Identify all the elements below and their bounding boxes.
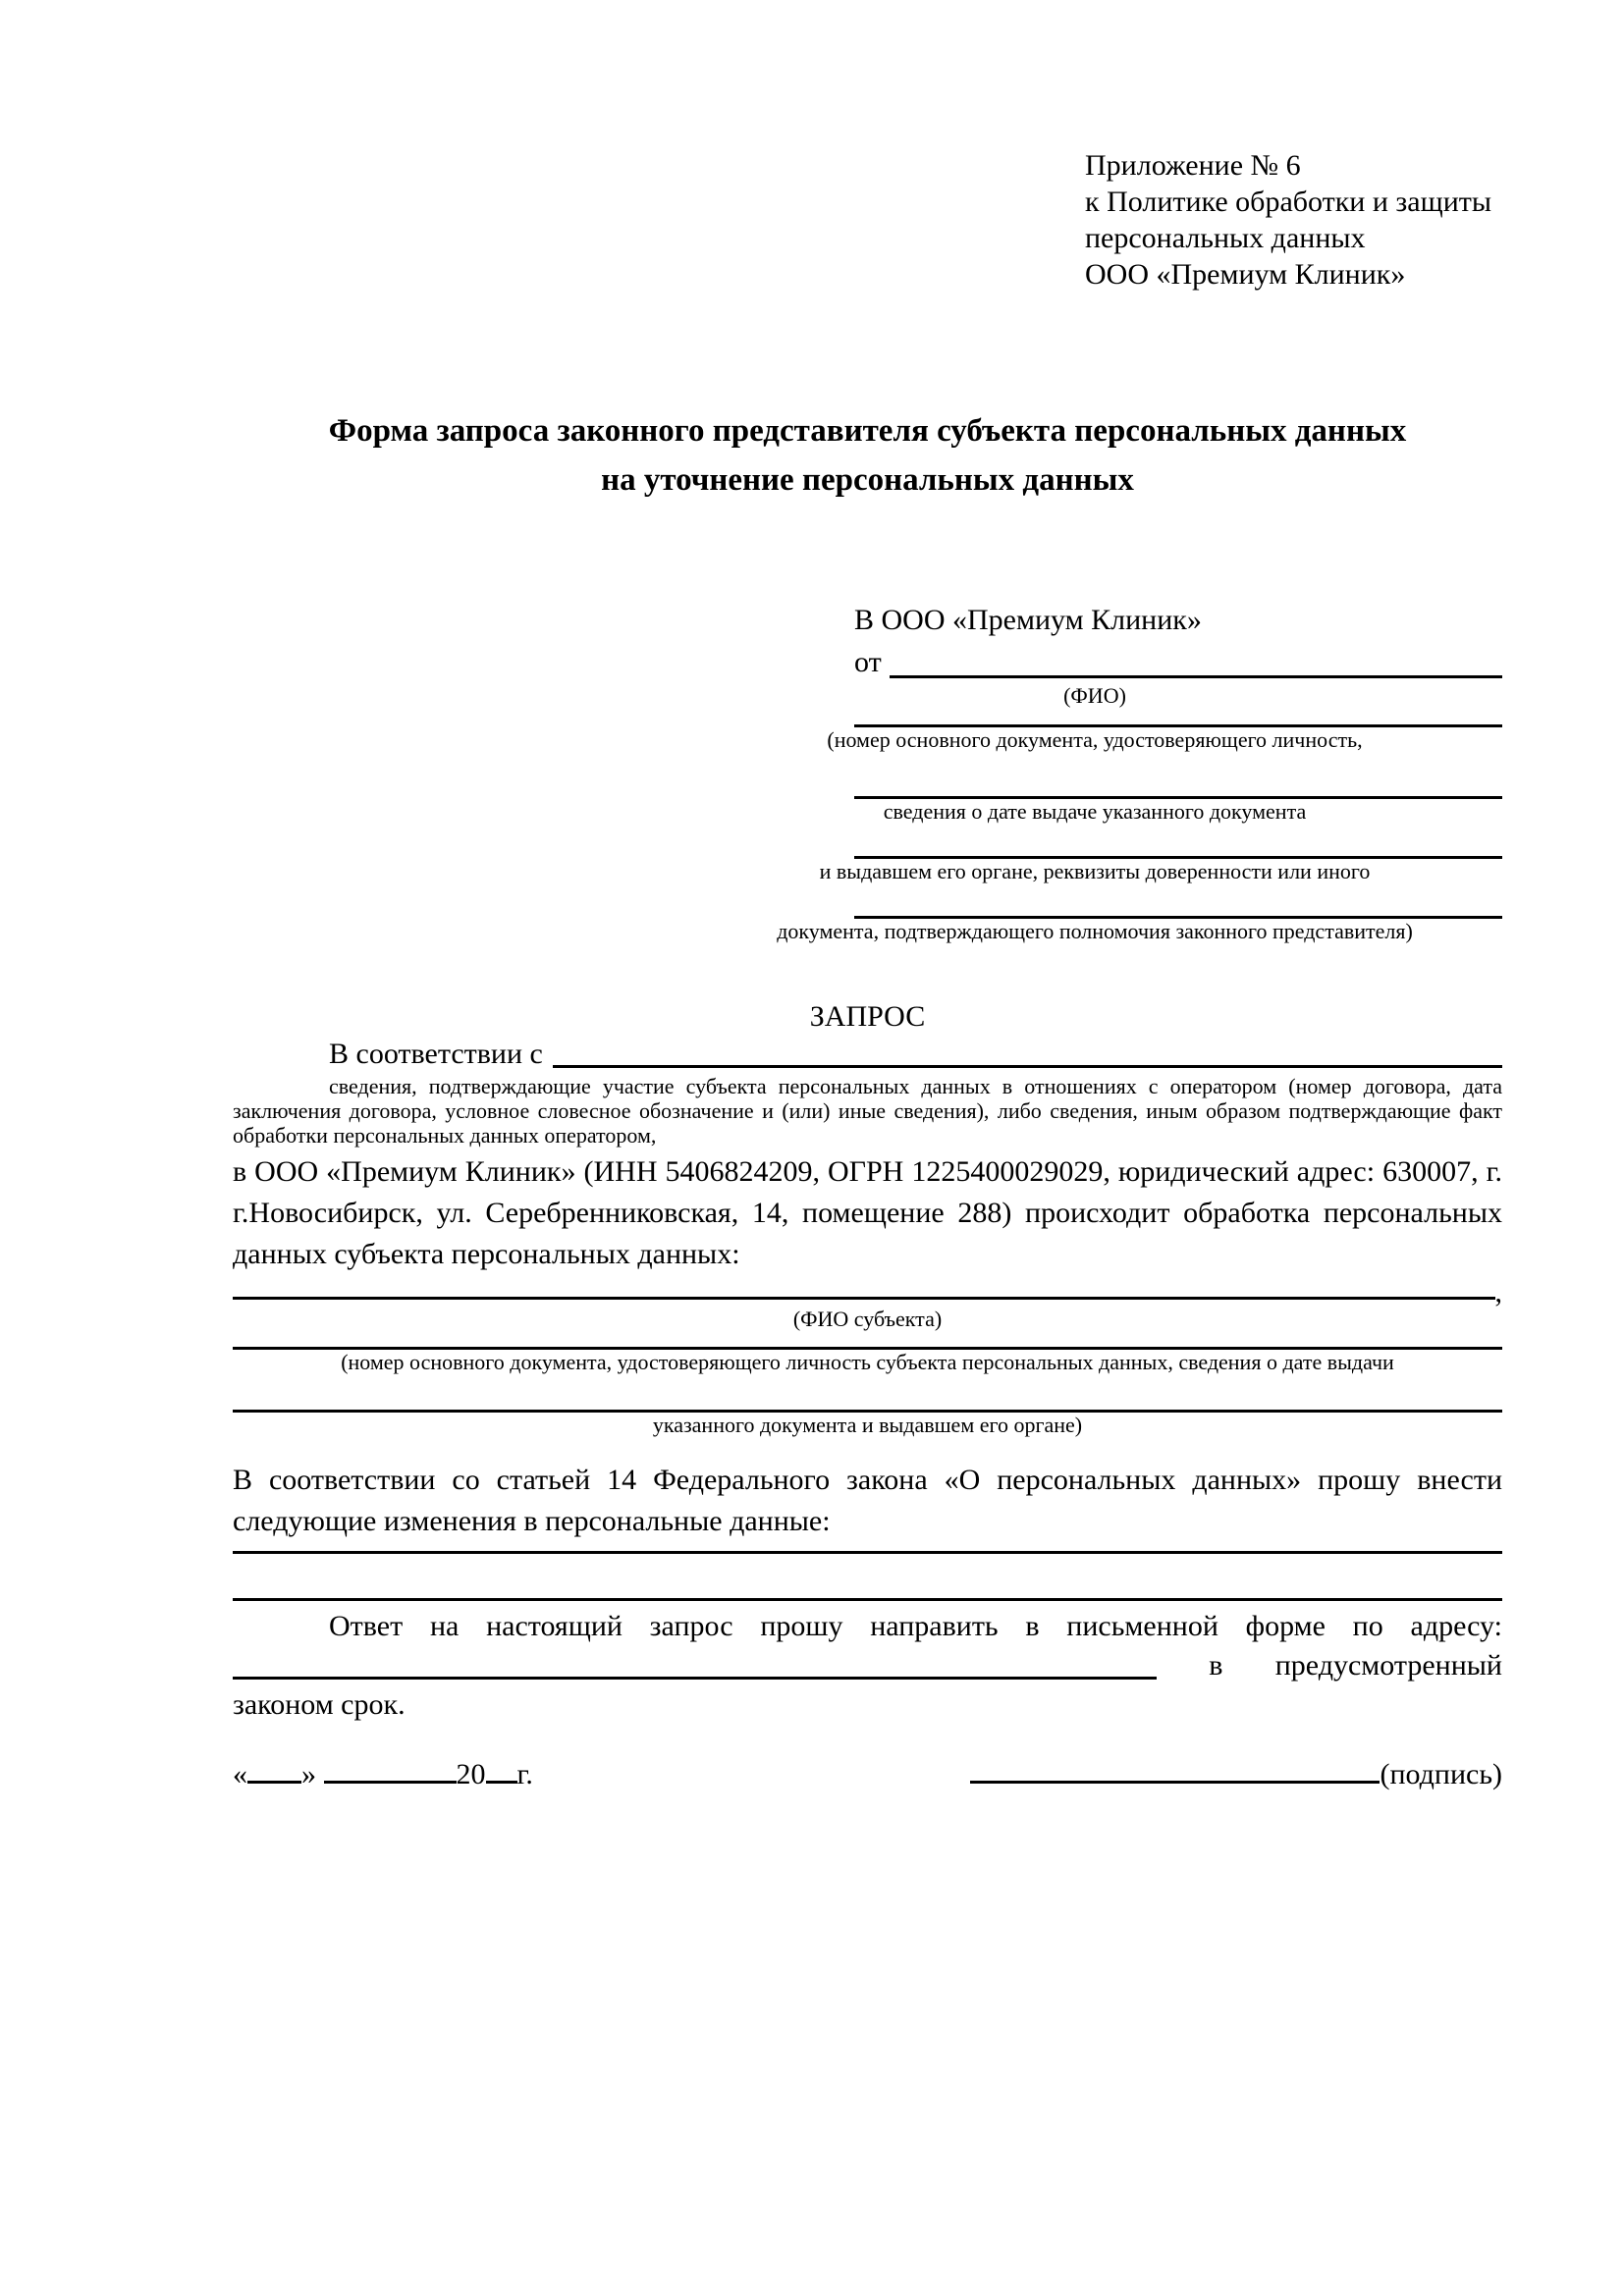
answer-word-1: в bbox=[1209, 1649, 1223, 1682]
signature-caption: (подпись) bbox=[1380, 1758, 1502, 1790]
appendix-header bbox=[1085, 147, 1502, 293]
accordance-row bbox=[233, 1035, 1502, 1074]
accordance-label: В соответствии с bbox=[329, 1038, 543, 1070]
fio-fill-line bbox=[890, 641, 1502, 678]
representative-doc-caption: (номер основного документа, удостоверяющего личность, bbox=[827, 727, 1363, 752]
changes-fill-line bbox=[233, 1587, 1502, 1601]
answer-word-2: предусмотренный bbox=[1274, 1649, 1502, 1682]
representative-doc-caption: и выдавшем его органе, реквизиты доверенности или иного bbox=[819, 859, 1371, 883]
answer-paragraph-line-1: Ответ на настоящий запрос прошу направить в письменной форме по адресу: bbox=[329, 1610, 1502, 1642]
appendix-header-line: Приложение № 6 bbox=[1085, 149, 1301, 182]
subject-fio-caption: (ФИО субъекта) bbox=[792, 1307, 943, 1331]
document-title-line-2: на уточнение персональных данных bbox=[601, 462, 1134, 498]
changes-fill-line bbox=[233, 1542, 1502, 1554]
accordance-caption: сведения, подтверждающие участие субъекта персональных данных в отношениях с оператором (номер договора, дата заключения договора, условное словесное обозначение и (или) иные сведения), либо сведения, иным образом подтверждающие факт обработки персональных данных оператором, bbox=[233, 1074, 1502, 1148]
subject-doc-caption: (номер основного документа, удостоверяющего личность субъекта персональных данных, сведения о дате выдачи bbox=[341, 1350, 1394, 1374]
year-suffix: г. bbox=[516, 1758, 533, 1790]
representative-doc-fill-line bbox=[854, 785, 1502, 799]
subject-fio-comma: , bbox=[1494, 1276, 1502, 1308]
representative-doc-caption: сведения о дате выдаче указанного документа bbox=[883, 799, 1307, 824]
subject-fio-row bbox=[233, 1275, 1502, 1310]
operator-paragraph: в ООО «Премиум Клиник» (ИНН 5406824209, ОГРН 1225400029029, юридический адрес: 630007, г. г.Новосибирск, ул. Серебренниковская, 14, помещение 288) происходит обработка персональных данных субъекта персональных данных: bbox=[233, 1155, 1502, 1270]
appendix-header-line: персональных данных bbox=[1085, 222, 1366, 254]
answer-address-fill-line bbox=[233, 1646, 1157, 1680]
date-group bbox=[233, 1754, 533, 1794]
fio-caption: (ФИО) bbox=[1063, 683, 1126, 708]
appendix-header-line: к Политике обработки и защиты bbox=[1085, 186, 1492, 218]
subject-doc-fill-line bbox=[233, 1336, 1502, 1350]
representative-doc-fill-line bbox=[854, 905, 1502, 919]
request-heading: ЗАПРОС bbox=[809, 1000, 926, 1033]
addressee-to-line: В ООО «Премиум Клиник» bbox=[854, 604, 1202, 636]
answer-address-row bbox=[233, 1646, 1502, 1685]
document-title bbox=[233, 406, 1502, 505]
representative-doc-fill-line bbox=[854, 714, 1502, 727]
year-fill-line bbox=[486, 1754, 517, 1784]
date-quote-close: » bbox=[301, 1758, 316, 1790]
month-fill-line bbox=[324, 1754, 457, 1784]
subject-doc-caption: указанного документа и выдавшем его органе) bbox=[652, 1413, 1083, 1437]
appendix-header-line: ООО «Премиум Клиник» bbox=[1085, 258, 1406, 291]
signature-fill-line bbox=[970, 1754, 1380, 1784]
article-paragraph: В соответствии со статьей 14 Федерального закона «О персональных данных» прошу внести следующие изменения в персональные данные: bbox=[233, 1464, 1502, 1537]
representative-doc-caption: документа, подтверждающего полномочия законного представителя) bbox=[777, 919, 1413, 943]
from-label: от bbox=[854, 646, 882, 678]
date-quote-open: « bbox=[233, 1758, 247, 1790]
signature-group bbox=[970, 1754, 1502, 1794]
subject-doc-fill-line bbox=[233, 1399, 1502, 1413]
representative-doc-fill-line bbox=[854, 845, 1502, 859]
answer-paragraph-line-3: законом срок. bbox=[233, 1688, 406, 1721]
document-title-line-1: Форма запроса законного представителя субъекта персональных данных bbox=[328, 413, 1407, 449]
accordance-fill-line bbox=[553, 1035, 1502, 1068]
addressee-block bbox=[777, 599, 1502, 943]
subject-fio-fill-line bbox=[233, 1275, 1495, 1300]
day-fill-line bbox=[247, 1754, 301, 1784]
year-prefix: 20 bbox=[456, 1758, 486, 1790]
addressee-from-row bbox=[854, 641, 1502, 683]
footer-row bbox=[233, 1754, 1502, 1794]
